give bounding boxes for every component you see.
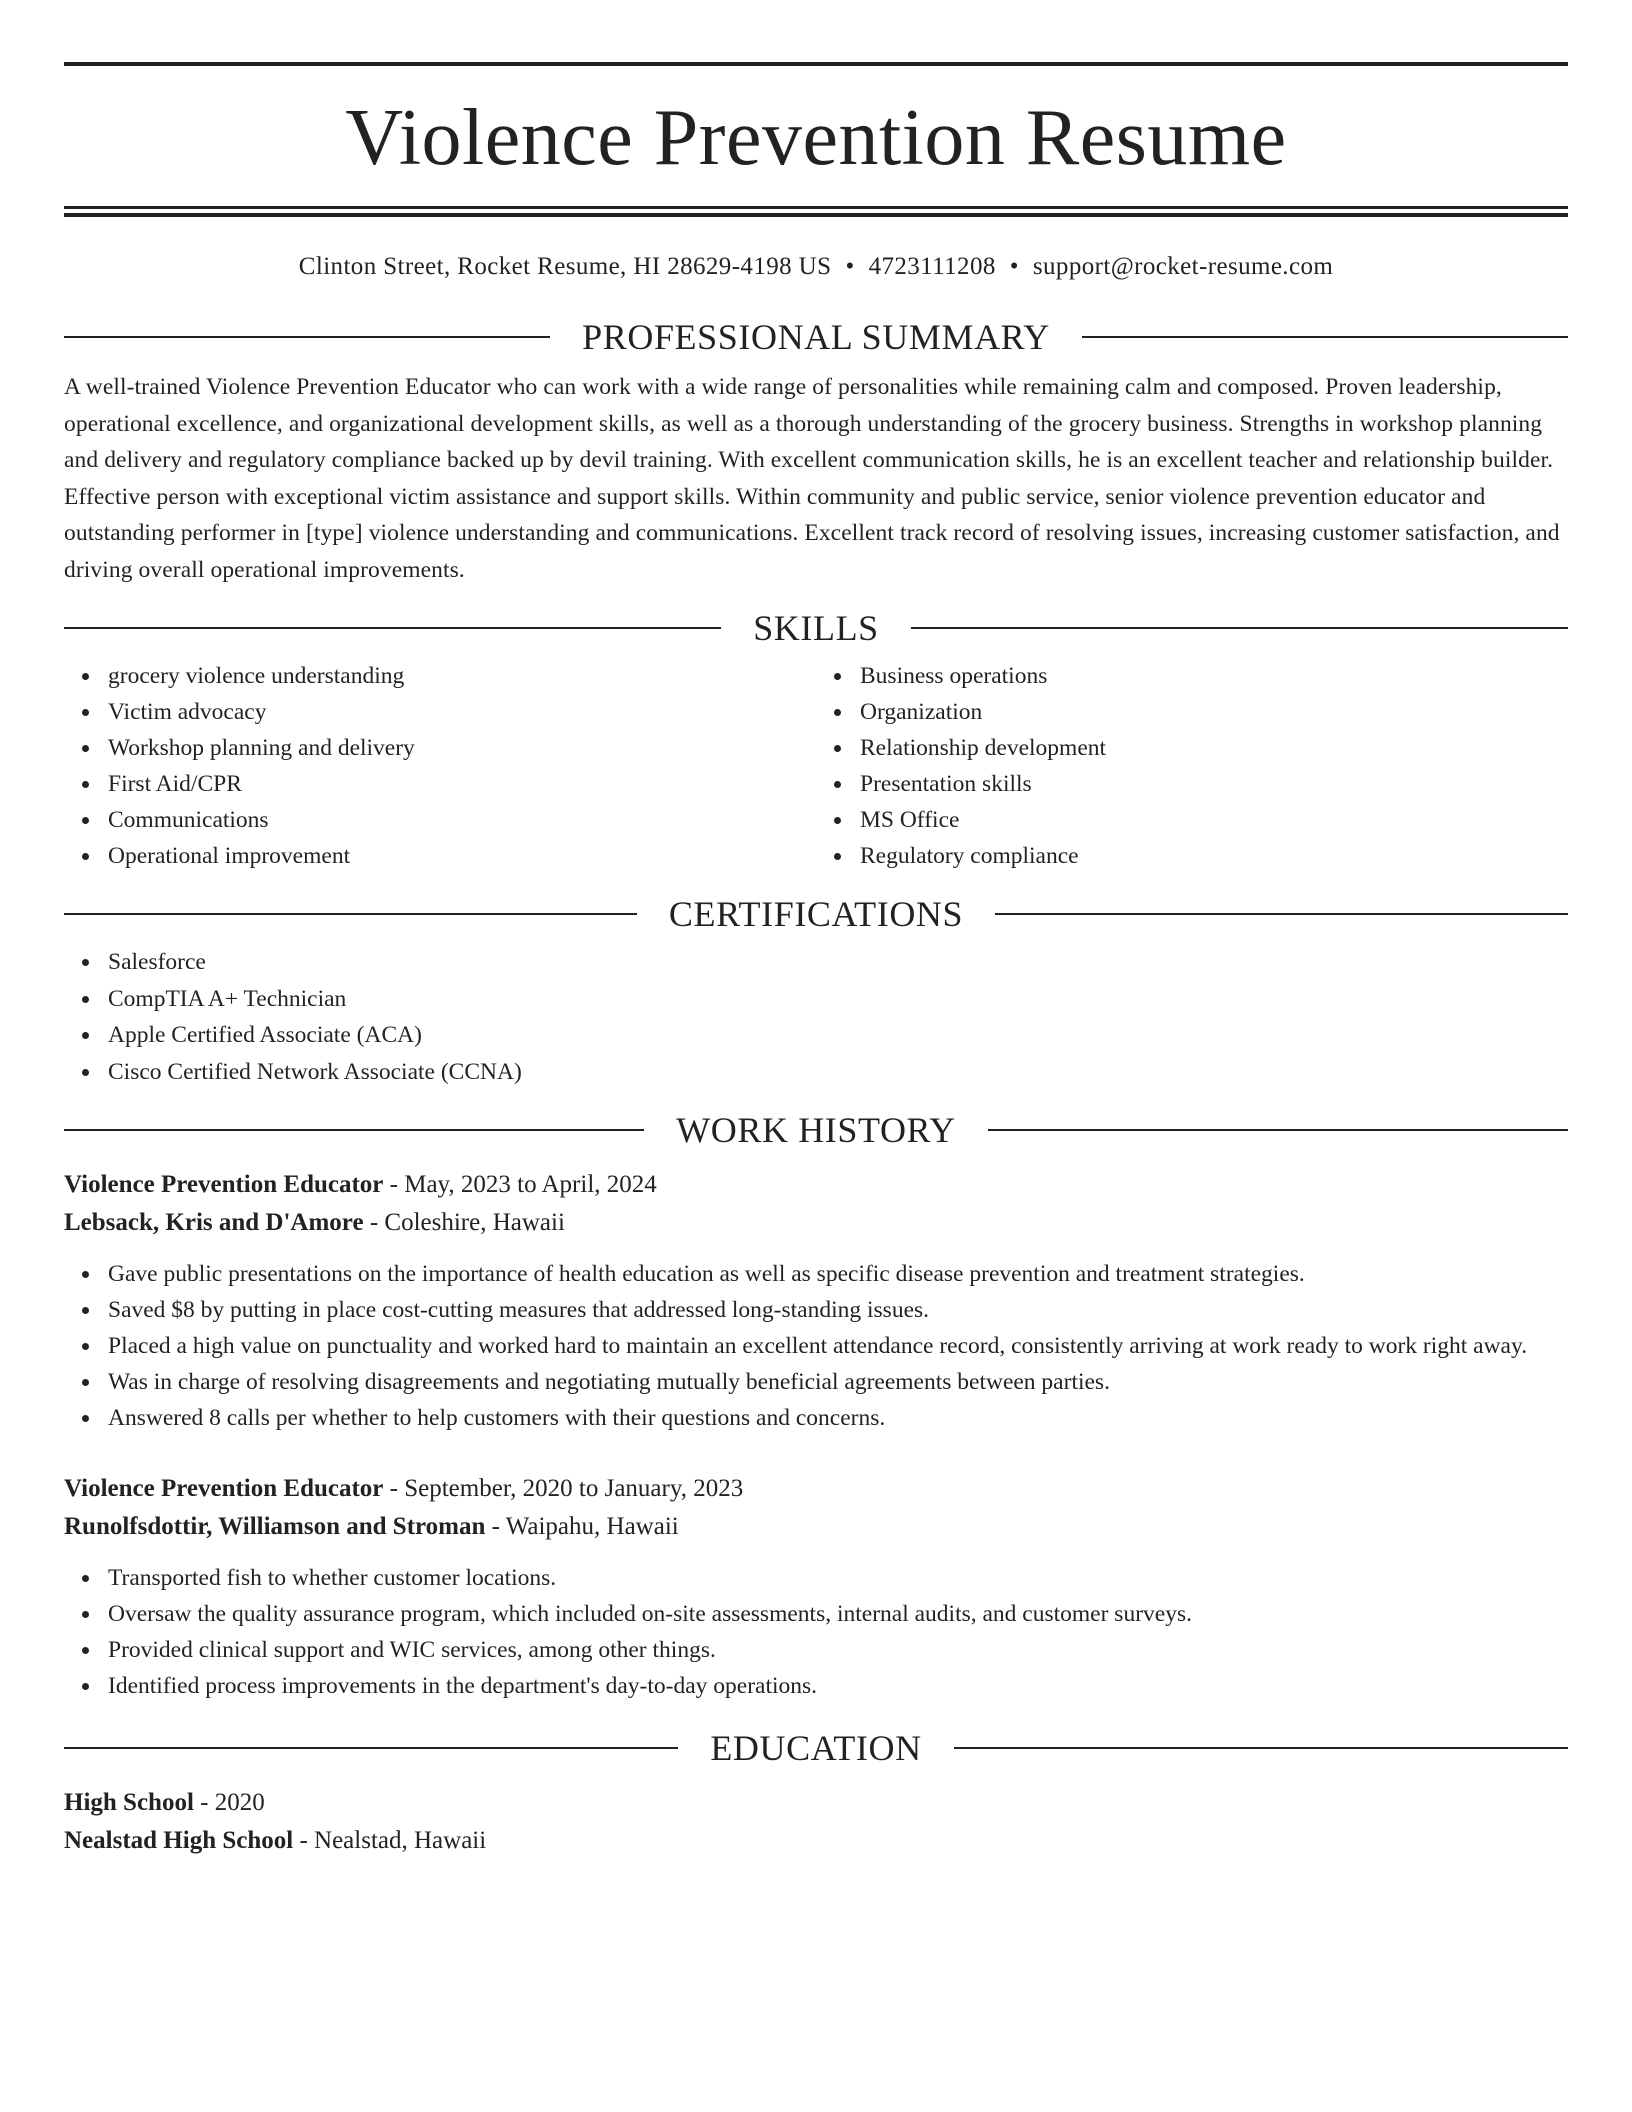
contact-phone: 4723111208 <box>868 253 996 280</box>
education-heading-label: EDUCATION <box>710 1728 922 1768</box>
education-entry <box>64 1784 1568 1860</box>
skills-heading-label: SKILLS <box>753 608 879 648</box>
education-location: - Nealstad, Hawaii <box>293 1827 487 1854</box>
job-title-line <box>64 1470 1568 1508</box>
job-bullet: Placed a high value on punctuality and worked hard to maintain an excellent attendance record, consistently arriving at work ready to work right away. <box>108 1328 1568 1364</box>
job-bullet: Identified process improvements in the department's day-to-day operations. <box>108 1668 1568 1704</box>
summary-text: A well-trained Violence Prevention Educator who can work with a wide range of personalities while remaining calm and composed. Proven leadership, operational excellence, and organizational development skills, as well as a thorough understanding of the grocery business. Strengths in workshop planning and delivery and regulatory compliance backed up by devil training. With excellent communication skills, he is an excellent teacher and relationship builder. Effective person with exceptional victim assistance and support skills. Within community and public service, senior violence prevention educator and outstanding performer in [type] violence understanding and communications. Excellent track record of resolving issues, increasing customer satisfaction, and driving overall operational improvements. <box>64 374 1560 583</box>
skills-list-right <box>816 658 1568 874</box>
heading-rule-left <box>64 627 721 629</box>
education-school: Nealstad High School <box>64 1827 294 1854</box>
heading-rule-right <box>911 627 1568 629</box>
certification-item: Cisco Certified Network Associate (CCNA) <box>108 1054 1568 1091</box>
contact-email: support@rocket-resume.com <box>1032 253 1334 280</box>
job-bullet: Saved $8 by putting in place cost-cutting measures that addressed long-standing issues. <box>108 1292 1568 1328</box>
skill-item: grocery violence understanding <box>108 658 816 694</box>
certification-item: CompTIA A+ Technician <box>108 981 1568 1018</box>
certifications-list <box>64 944 1568 1090</box>
resume-title: Violence Prevention Resume <box>345 94 1287 182</box>
job-title: Violence Prevention Educator <box>64 1171 384 1198</box>
top-rule <box>64 62 1568 66</box>
heading-rule-left <box>64 1747 678 1749</box>
job-bullet: Provided clinical support and WIC services, among other things. <box>108 1632 1568 1668</box>
job-company-line <box>64 1204 1568 1242</box>
certification-item: Salesforce <box>108 944 1568 981</box>
summary-heading-label: PROFESSIONAL SUMMARY <box>582 317 1050 357</box>
job-entry <box>64 1166 1568 1436</box>
skill-item: MS Office <box>860 802 1568 838</box>
job-dates: - September, 2020 to January, 2023 <box>383 1475 744 1502</box>
contact-separator: • <box>1009 253 1019 280</box>
education-degree: High School <box>64 1789 194 1816</box>
certifications-section-heading <box>64 890 1568 938</box>
job-title-line <box>64 1166 1568 1204</box>
skill-item: Organization <box>860 694 1568 730</box>
education-section-heading <box>64 1724 1568 1772</box>
job-bullet: Oversaw the quality assurance program, which included on-site assessments, internal audits, and customer surveys. <box>108 1596 1568 1632</box>
work-history-section-heading <box>64 1106 1568 1154</box>
skill-item: First Aid/CPR <box>108 766 816 802</box>
heading-rule-right <box>988 1129 1568 1131</box>
job-bullets <box>64 1256 1568 1436</box>
heading-rule-right <box>995 913 1568 915</box>
job-bullet: Answered 8 calls per whether to help customers with their questions and concerns. <box>108 1400 1568 1436</box>
skill-item: Communications <box>108 802 816 838</box>
job-dates: - May, 2023 to April, 2024 <box>383 1171 657 1198</box>
certification-item: Apple Certified Associate (ACA) <box>108 1017 1568 1054</box>
contact-address: Clinton Street, Rocket Resume, HI 28629-4198 US <box>298 253 832 280</box>
heading-rule-right <box>1082 336 1568 338</box>
work-history-heading-label: WORK HISTORY <box>676 1110 956 1150</box>
education-school-line <box>64 1822 1568 1860</box>
skill-item: Presentation skills <box>860 766 1568 802</box>
skills-list-left <box>64 658 816 874</box>
heading-rule-right <box>954 1747 1568 1749</box>
job-company-line <box>64 1508 1568 1546</box>
heading-rule-left <box>64 1129 644 1131</box>
skill-item: Operational improvement <box>108 838 816 874</box>
heading-rule-left <box>64 336 550 338</box>
job-location: - Waipahu, Hawaii <box>485 1513 679 1540</box>
skills-section-heading <box>64 604 1568 652</box>
job-bullet: Transported fish to whether customer locations. <box>108 1560 1568 1596</box>
job-company: Runolfsdottir, Williamson and Stroman <box>64 1513 486 1540</box>
job-title: Violence Prevention Educator <box>64 1475 384 1502</box>
skill-item: Workshop planning and delivery <box>108 730 816 766</box>
heading-rule-left <box>64 913 637 915</box>
job-bullet: Was in charge of resolving disagreements and negotiating mutually beneficial agreements between parties. <box>108 1364 1568 1400</box>
skill-item: Relationship development <box>860 730 1568 766</box>
contact-line <box>64 249 1568 285</box>
job-company: Lebsack, Kris and D'Amore <box>64 1209 364 1236</box>
job-location: - Coleshire, Hawaii <box>363 1209 565 1236</box>
education-year: - 2020 <box>193 1789 265 1816</box>
contact-separator: • <box>845 253 855 280</box>
job-entry <box>64 1470 1568 1704</box>
skill-item: Victim advocacy <box>108 694 816 730</box>
title-double-rule <box>64 206 1568 217</box>
summary-section-heading <box>64 313 1568 361</box>
certifications-heading-label: CERTIFICATIONS <box>668 894 964 934</box>
skills-grid <box>64 658 1568 874</box>
job-bullet: Gave public presentations on the importance of health education as well as specific disease prevention and treatment strategies. <box>108 1256 1568 1292</box>
skill-item: Business operations <box>860 658 1568 694</box>
job-bullets <box>64 1560 1568 1704</box>
education-degree-line <box>64 1784 1568 1822</box>
skill-item: Regulatory compliance <box>860 838 1568 874</box>
